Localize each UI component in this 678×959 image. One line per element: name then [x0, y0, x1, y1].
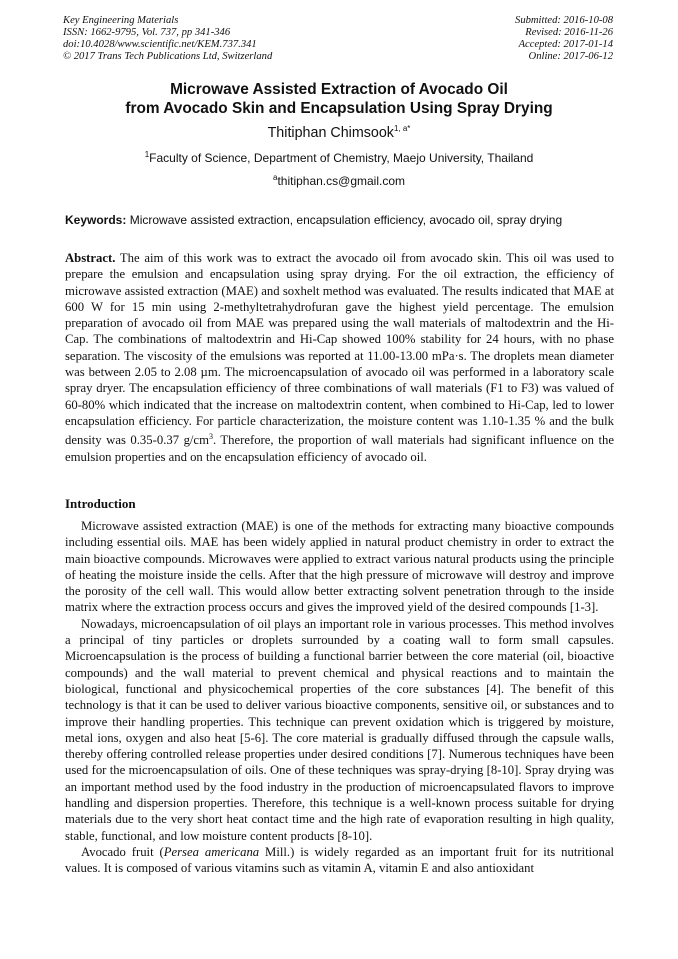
keywords	[65, 213, 562, 227]
species-name: Persea americana	[163, 844, 260, 859]
paper-title	[0, 80, 678, 118]
journal-info	[63, 15, 272, 63]
affiliation	[0, 150, 678, 165]
email-text: thitiphan.cs@gmail.com	[277, 174, 406, 188]
text: Avocado fruit (	[81, 844, 164, 859]
abstract-label: Abstract.	[65, 251, 116, 265]
copyright: © 2017 Trans Tech Publications Ltd, Switzerland	[63, 51, 273, 62]
introduction-body	[65, 518, 614, 877]
journal-name: Key Engineering Materials	[63, 15, 179, 26]
title-line-1: Microwave Assisted Extraction of Avocado Oil	[170, 81, 508, 98]
keywords-text: Microwave assisted extraction, encapsulation efficiency, avocado oil, spray drying	[126, 213, 563, 227]
email	[0, 173, 678, 188]
paragraph	[65, 844, 614, 877]
submitted-date: Submitted: 2016-10-08	[515, 15, 613, 26]
revised-date: Revised: 2016-11-26	[525, 27, 613, 38]
doi: doi:10.4028/www.scientific.net/KEM.737.341	[63, 39, 257, 50]
section-heading: Introduction	[65, 496, 136, 511]
online-date: Online: 2017-06-12	[528, 51, 613, 62]
author	[0, 124, 678, 141]
author-sup: 1, a*	[393, 124, 411, 133]
keywords-label: Keywords:	[65, 213, 127, 227]
abstract	[65, 250, 614, 465]
abstract-sup: 3	[208, 432, 213, 442]
paragraph: Nowadays, microencapsulation of oil plays an important role in various processes. This method involves a principal of tiny particles or droplets surrounded by a coating wall to form small capsules. Microencapsulation is the process of building a functional barrier between the core material (oil, bioactive compounds) and the wall material to prevent chemical and physical reactions and to maintain the biological, functional and physicochemical properties of the core substances [4]. The benefit of this technology is that it can be used to deliver various bioactive components, sensitive oil, or substances and to improve their handling properties. This technique can prevent oxidation which is triggered by moisture, metal ions, oxygen and also heat [5-6]. The core material is gradually diffused through the capsule walls, thereby offering controlled release properties under desired conditions [7]. Numerous techniques have been used for the microencapsulation of oils. One of these techniques was spray-drying [8-10]. Spray drying was an important method used by the food industry in the production of microencapsulated flavors to improve handling and dispersion properties. Therefore, this technique is a well-known process suitable for drying materials due to the very short heat contact time and the high rate of evaporation resulting in high quality, stable, functional, and low moisture content products [8-10].	[65, 616, 614, 843]
issn: ISSN: 1662-9795, Vol. 737, pp 341-346	[63, 27, 231, 38]
affiliation-sup: 1	[144, 150, 150, 159]
text: Mill.) is widely regarded as an important fruit for its nutritional values. It is composed of various vitamins such as vitamin A, vitamin E and also antioxidant	[65, 844, 615, 876]
title-line-2: from Avocado Skin and Encapsulation Using Spray Drying	[125, 100, 553, 117]
dates-info	[515, 15, 613, 63]
author-name: Thitiphan Chimsook	[267, 124, 394, 141]
accepted-date: Accepted: 2017-01-14	[518, 39, 613, 50]
affiliation-text: Faculty of Science, Department of Chemistry, Maejo University, Thailand	[149, 151, 534, 165]
abstract-tail: . Therefore, the proportion of wall materials had significant influence on the emulsion properties and on the encapsulation efficiency of avocado oil.	[65, 433, 614, 464]
abstract-text: The aim of this work was to extract the avocado oil from avocado skin. This oil was used to prepare the emulsion and encapsulation using spray drying. For the oil extraction, the efficiency of microwave assisted extraction (MAE) and soxhelt method was evaluated. The results indicated that MAE at 600 W for 15 min using 2-methyltetrahydrofuran gave the highest yield percentage. The emulsion preparation of avocado oil from MAE was prepared using the wall materials of maltodextrin and the Hi-Cap. The combinations of maltodextrin and Hi-Cap showed 100% stability for 24 hours, with no phase separation. The viscosity of the emulsions was reported at 11.00-13.00 mPa·s. The droplets mean diameter was between 2.05 to 2.08 µm. The microencapsulation of avocado oil was performed in a laboratory scale spray dryer. The encapsulation efficiency of three combinations of wall materials (F1 to F3) was valued of 60-80% which indicated that the increase on maltodextrin content, when combined to Hi-Cap, led to lower encapsulation efficiency. For particle characterization, the moisture content was 1.10-1.35 % and the bulk density was 0.35-0.37 g/cm	[65, 251, 614, 448]
paragraph: Microwave assisted extraction (MAE) is one of the methods for extracting many bioactive compounds including essential oils. MAE has been widely applied in natural product chemistry in order to extract the main bioactive compounds. Microwaves were applied to extract various natural products using the principle of heating the moisture inside the cells. After that the high pressure of microwave will destroy and improve the porosity of the cell wall. This would allow better extracting solvent penetration through to the inside matrix where the extraction process occurs and gives the improved yield of the desired compounds [1-3].	[65, 519, 614, 615]
email-sup: a	[272, 173, 278, 182]
